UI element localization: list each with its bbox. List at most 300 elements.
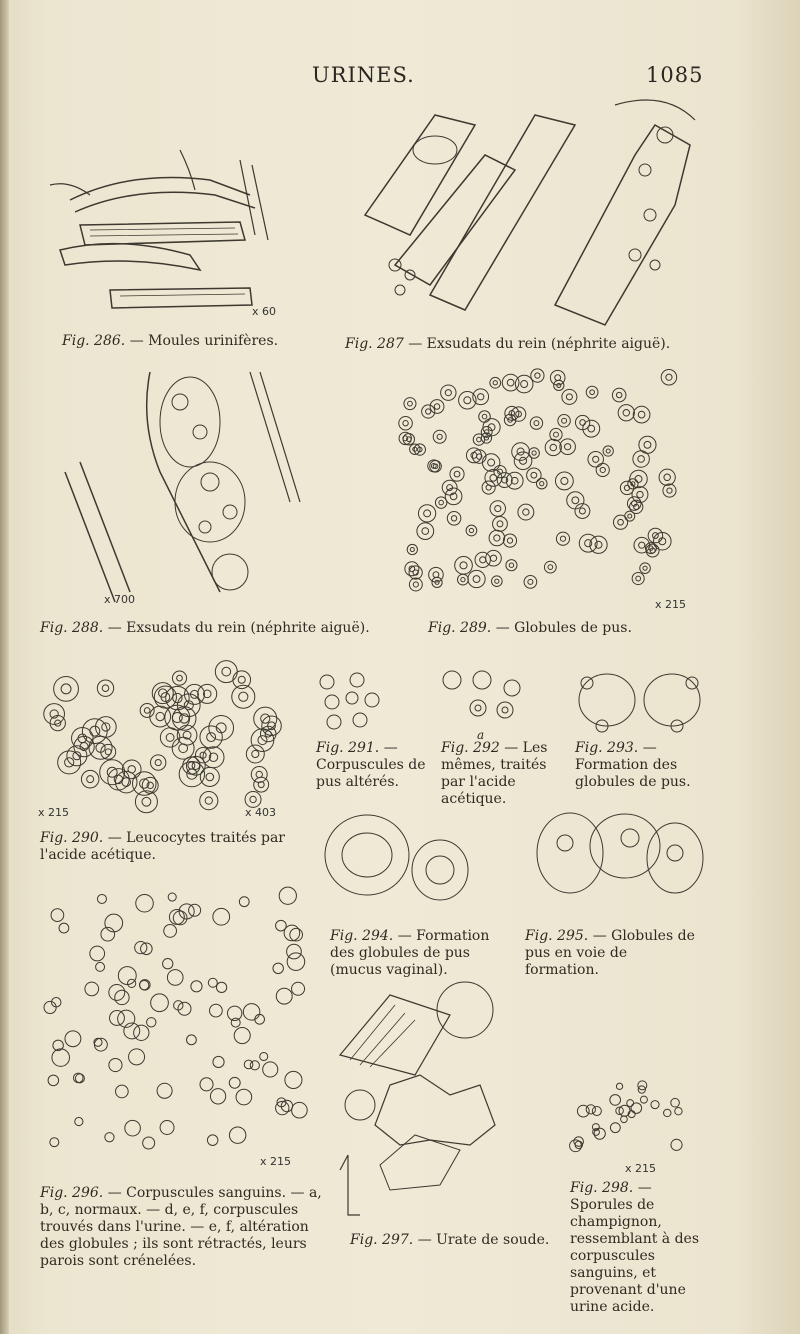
cell-shape xyxy=(215,661,237,683)
cell-nucleus xyxy=(497,521,503,527)
cell-shape xyxy=(172,707,196,731)
cell-nucleus xyxy=(635,475,642,482)
cell-nucleus xyxy=(205,797,212,804)
cell-shape xyxy=(531,369,544,382)
cell-shape xyxy=(506,560,517,571)
cell-shape xyxy=(490,377,501,388)
cell-nucleus xyxy=(565,444,571,450)
cell-shape xyxy=(651,1101,659,1109)
cell-shape xyxy=(625,511,635,521)
cell-shape xyxy=(489,530,505,546)
fig-297-text: — Urate de soude. xyxy=(417,1232,550,1248)
cell-shape xyxy=(189,904,201,916)
fig-296-magnification: x 215 xyxy=(260,1155,292,1168)
cell-shape xyxy=(603,446,613,456)
fig-293-illustration xyxy=(572,668,707,736)
fig-296-number: Fig. 296. xyxy=(40,1185,104,1201)
cell-nucleus xyxy=(638,411,645,418)
cell-shape xyxy=(208,978,217,987)
cell-shape xyxy=(592,1107,601,1116)
fig-287-caption xyxy=(345,336,715,353)
fig-295-illustration xyxy=(535,808,705,898)
fig-289-text: — Globules de pus. xyxy=(495,620,632,636)
cell-nucleus xyxy=(166,734,174,742)
cell-nucleus xyxy=(102,723,110,731)
fig-292-caption xyxy=(441,740,566,808)
cell-nucleus xyxy=(478,394,484,400)
cell-shape xyxy=(250,1061,259,1070)
cell-shape xyxy=(472,450,486,464)
fig-297-illustration xyxy=(330,975,510,1225)
cell-nucleus xyxy=(433,572,439,578)
cell-shape xyxy=(640,1096,647,1103)
cell-shape xyxy=(213,1056,224,1067)
fig-298-caption xyxy=(570,1180,715,1316)
fig-286-caption xyxy=(62,333,312,350)
fig-298-text: — Sporules de champignon, ressemblant à des corpuscules sanguins, et provenant d'une urine acide. xyxy=(570,1180,700,1315)
cell-shape xyxy=(506,472,523,489)
cell-shape xyxy=(151,994,169,1012)
cell-shape xyxy=(173,911,187,925)
cell-shape xyxy=(661,369,677,385)
cell-shape xyxy=(594,1128,605,1139)
cell-shape xyxy=(621,1116,628,1123)
cell-nucleus xyxy=(413,582,418,587)
cell-shape xyxy=(610,1123,620,1133)
cell-shape xyxy=(544,561,556,573)
cell-nucleus xyxy=(600,467,605,472)
fig-294-caption xyxy=(330,928,490,979)
cell-nucleus xyxy=(454,471,460,477)
cell-nucleus xyxy=(561,477,568,484)
cell-shape xyxy=(468,570,485,587)
cell-nucleus xyxy=(156,712,164,720)
cell-nucleus xyxy=(548,565,553,570)
fig-290-caption xyxy=(40,830,300,864)
cell-nucleus xyxy=(579,508,585,514)
cell-shape xyxy=(251,766,267,782)
cell-shape xyxy=(671,1098,680,1107)
cell-shape xyxy=(167,970,183,986)
cell-shape xyxy=(675,1107,682,1114)
running-head-title: URINES. xyxy=(312,63,415,87)
page-number: 1085 xyxy=(646,63,704,87)
cell-shape xyxy=(433,430,446,443)
cell-nucleus xyxy=(469,528,473,532)
cell-shape xyxy=(105,1133,114,1142)
cell-nucleus xyxy=(482,414,487,419)
fig-297-caption xyxy=(350,1232,550,1249)
cell-nucleus xyxy=(664,474,670,480)
cell-nucleus xyxy=(471,452,477,458)
cell-shape xyxy=(52,1049,70,1067)
fig-295-number: Fig. 295. xyxy=(525,928,589,944)
cell-shape xyxy=(263,1062,278,1077)
cell-nucleus xyxy=(560,536,565,541)
cell-nucleus xyxy=(644,441,651,448)
cell-shape xyxy=(620,481,633,494)
cell-shape xyxy=(399,416,413,430)
cell-shape xyxy=(550,428,562,440)
cell-shape xyxy=(140,980,149,989)
fig-293-number: Fig. 293. xyxy=(575,740,639,756)
cell-shape xyxy=(429,567,444,582)
cell-shape xyxy=(588,452,604,468)
cell-nucleus xyxy=(78,734,87,743)
cell-shape xyxy=(441,385,456,400)
cell-nucleus xyxy=(408,401,413,406)
cell-shape xyxy=(178,1002,191,1015)
cell-nucleus xyxy=(477,437,482,442)
cell-shape xyxy=(409,578,422,591)
cell-shape xyxy=(115,990,129,1004)
cell-shape xyxy=(479,411,491,423)
cell-shape xyxy=(81,770,99,788)
cell-nucleus xyxy=(643,566,647,570)
cell-shape xyxy=(243,1004,260,1021)
cell-shape xyxy=(567,492,584,509)
fig-289-illustration xyxy=(395,365,685,610)
cell-shape xyxy=(191,981,202,992)
fig-295-text: — Globules de pus en voie de formation. xyxy=(525,928,695,978)
cell-shape xyxy=(44,1001,56,1013)
cell-shape xyxy=(475,552,490,567)
cell-nucleus xyxy=(495,579,499,583)
cell-nucleus xyxy=(480,557,486,563)
cell-nucleus xyxy=(460,562,467,569)
cell-shape xyxy=(450,467,464,481)
cell-nucleus xyxy=(207,733,216,742)
cell-nucleus xyxy=(636,576,641,581)
page-spine-shadow xyxy=(0,0,9,1334)
cell-shape xyxy=(618,405,634,421)
cell-shape xyxy=(562,389,577,404)
cell-nucleus xyxy=(580,420,586,426)
cell-shape xyxy=(67,746,87,766)
cell-shape xyxy=(407,544,417,554)
cell-shape xyxy=(96,962,105,971)
cell-nucleus xyxy=(445,390,451,396)
cell-shape xyxy=(172,671,186,685)
fig-288-caption xyxy=(40,620,370,637)
cell-shape xyxy=(96,717,117,738)
cell-nucleus xyxy=(624,485,629,490)
cell-nucleus xyxy=(606,449,610,453)
cell-nucleus xyxy=(403,421,408,426)
fig-287-text: — Exsudats du rein (néphrite aiguë). xyxy=(408,336,671,352)
cell-shape xyxy=(109,1058,122,1071)
cell-nucleus xyxy=(531,472,537,478)
cell-shape xyxy=(44,704,65,725)
cell-shape xyxy=(409,566,422,579)
cell-nucleus xyxy=(562,418,567,423)
cell-shape xyxy=(143,1137,155,1149)
cell-nucleus xyxy=(572,497,579,504)
cell-shape xyxy=(200,792,218,810)
fig-290-magnification-left: x 215 xyxy=(38,806,70,819)
fig-293-caption xyxy=(575,740,725,791)
cell-shape xyxy=(493,516,508,531)
cell-nucleus xyxy=(177,675,183,681)
cell-shape xyxy=(632,573,644,585)
fig-289-number: Fig. 289. xyxy=(428,620,492,636)
cell-shape xyxy=(634,537,650,553)
fig-296-illustration xyxy=(40,885,310,1170)
cell-nucleus xyxy=(535,373,540,378)
cell-nucleus xyxy=(238,676,245,683)
fig-292-illustration xyxy=(440,668,530,728)
cell-shape xyxy=(89,736,112,759)
cell-shape xyxy=(455,557,473,575)
cell-shape xyxy=(596,463,609,476)
cell-shape xyxy=(116,1085,129,1098)
cell-nucleus xyxy=(447,485,453,491)
cell-shape xyxy=(209,715,234,740)
cell-shape xyxy=(147,1018,156,1027)
cell-nucleus xyxy=(451,516,456,521)
cell-shape xyxy=(466,525,477,536)
cell-shape xyxy=(210,1004,223,1017)
cell-shape xyxy=(50,1138,59,1147)
cell-shape xyxy=(160,728,179,747)
cell-shape xyxy=(234,1028,250,1044)
fig-288-text: — Exsudats du rein (néphrite aiguë). xyxy=(107,620,370,636)
cell-nucleus xyxy=(532,451,536,455)
cell-nucleus xyxy=(461,577,465,581)
cell-shape xyxy=(239,897,249,907)
fig-288-illustration xyxy=(60,362,320,612)
cell-shape xyxy=(172,737,194,759)
fig-286-number: Fig. 286. xyxy=(62,333,126,349)
cell-shape xyxy=(457,574,468,585)
cell-nucleus xyxy=(87,776,94,783)
cell-nucleus xyxy=(155,759,161,765)
cell-shape xyxy=(229,1077,240,1088)
cell-shape xyxy=(110,1011,125,1026)
cell-nucleus xyxy=(464,397,471,404)
cell-shape xyxy=(287,953,305,971)
cell-shape xyxy=(210,1089,225,1104)
cell-shape xyxy=(616,1083,622,1089)
cell-shape xyxy=(136,894,154,912)
cell-nucleus xyxy=(250,796,256,802)
cell-shape xyxy=(494,465,506,477)
fig-286-magnification: x 60 xyxy=(252,305,277,318)
cell-nucleus xyxy=(144,708,150,714)
cell-shape xyxy=(577,1105,589,1117)
fig-294-text: — Formation des globules de pus (mucus vaginal). xyxy=(330,928,490,978)
cell-shape xyxy=(550,370,565,385)
cell-shape xyxy=(418,505,435,522)
cell-shape xyxy=(97,894,106,903)
cell-shape xyxy=(417,523,434,540)
cell-shape xyxy=(75,1117,83,1125)
cell-shape xyxy=(490,501,505,516)
cell-shape xyxy=(560,439,576,455)
fig-290-illustration xyxy=(40,652,300,827)
cell-nucleus xyxy=(493,381,497,385)
fig-296-caption xyxy=(40,1185,325,1270)
cell-shape xyxy=(157,1083,172,1098)
cell-shape xyxy=(404,398,416,410)
cell-nucleus xyxy=(61,684,71,694)
cell-shape xyxy=(187,1035,197,1045)
cell-shape xyxy=(524,576,537,589)
fig-292-number: Fig. 292 xyxy=(441,740,500,756)
cell-shape xyxy=(164,925,177,938)
fig-288-magnification: x 700 xyxy=(104,593,136,606)
cell-nucleus xyxy=(434,404,440,410)
fig-291-caption xyxy=(316,740,436,791)
cell-shape xyxy=(482,454,500,472)
cell-nucleus xyxy=(252,750,259,757)
cell-shape xyxy=(536,478,547,489)
fig-291-illustration xyxy=(312,670,402,730)
cell-shape xyxy=(284,925,300,941)
cell-nucleus xyxy=(437,434,442,439)
cell-shape xyxy=(586,1105,595,1114)
cell-nucleus xyxy=(550,444,556,450)
cell-nucleus xyxy=(494,535,500,541)
cell-shape xyxy=(97,680,113,696)
cell-nucleus xyxy=(258,736,267,745)
cell-shape xyxy=(527,468,541,482)
cell-shape xyxy=(54,676,79,701)
cell-shape xyxy=(51,909,64,922)
cell-nucleus xyxy=(439,500,444,505)
cell-nucleus xyxy=(667,488,672,493)
cell-shape xyxy=(292,1102,308,1118)
fig-287-number: Fig. 287 xyxy=(345,336,404,352)
cell-nucleus xyxy=(618,519,624,525)
fig-286-text: — Moules urinifères. xyxy=(129,333,279,349)
fig-298-number: Fig. 298. xyxy=(570,1180,634,1196)
cell-shape xyxy=(236,1089,252,1105)
cell-nucleus xyxy=(521,381,528,388)
cell-nucleus xyxy=(554,432,559,437)
cell-shape xyxy=(503,534,516,547)
cell-nucleus xyxy=(566,394,572,400)
cell-shape xyxy=(627,1100,634,1107)
fig-298-illustration xyxy=(560,1070,690,1165)
cell-shape xyxy=(663,484,676,497)
cell-nucleus xyxy=(490,555,496,561)
cell-shape xyxy=(640,563,651,574)
cell-shape xyxy=(90,946,105,961)
cell-shape xyxy=(279,887,296,904)
cell-nucleus xyxy=(623,410,629,416)
cell-shape xyxy=(207,1135,218,1146)
cell-nucleus xyxy=(616,392,621,397)
fig-286-illustration xyxy=(40,140,300,325)
fig-298-magnification: x 215 xyxy=(625,1162,657,1175)
cell-shape xyxy=(610,1095,621,1106)
fig-288-number: Fig. 288. xyxy=(40,620,104,636)
cell-shape xyxy=(586,386,598,398)
fig-295-caption xyxy=(525,928,695,979)
cell-shape xyxy=(285,1071,302,1088)
cell-shape xyxy=(105,914,123,932)
cell-shape xyxy=(125,1120,141,1136)
cell-shape xyxy=(492,576,503,587)
cell-nucleus xyxy=(206,773,214,781)
cell-shape xyxy=(558,415,570,427)
cell-shape xyxy=(518,504,534,520)
cell-shape xyxy=(281,1100,292,1111)
fig-292-text: — Les mêmes, traités par l'acide acétique. xyxy=(441,740,548,807)
cell-nucleus xyxy=(509,563,513,567)
cell-shape xyxy=(579,534,597,552)
cell-shape xyxy=(273,963,283,973)
cell-nucleus xyxy=(666,374,672,380)
cell-shape xyxy=(48,1075,59,1086)
cell-shape xyxy=(671,1139,682,1150)
cell-shape xyxy=(292,982,305,995)
cell-shape xyxy=(246,745,264,763)
cell-shape xyxy=(613,515,627,529)
cell-shape xyxy=(118,967,136,985)
fig-293-text: — Formation des globules de pus. xyxy=(575,740,691,790)
cell-shape xyxy=(216,982,226,992)
cell-shape xyxy=(229,1127,245,1143)
cell-shape xyxy=(664,1109,671,1116)
cell-shape xyxy=(122,760,141,779)
cell-shape xyxy=(530,417,542,429)
cell-shape xyxy=(633,451,650,468)
cell-shape xyxy=(515,375,533,393)
cell-shape xyxy=(203,747,224,768)
cell-shape xyxy=(150,755,165,770)
cell-shape xyxy=(260,1052,268,1060)
cell-nucleus xyxy=(239,692,248,701)
cell-nucleus xyxy=(102,685,109,692)
cell-nucleus xyxy=(495,505,501,511)
cell-nucleus xyxy=(426,409,431,414)
cell-shape xyxy=(129,1049,145,1065)
cell-nucleus xyxy=(590,390,595,395)
cell-nucleus xyxy=(473,576,480,583)
cell-shape xyxy=(150,706,171,727)
cell-nucleus xyxy=(523,509,529,515)
cell-nucleus xyxy=(422,528,429,535)
cell-shape xyxy=(633,406,650,423)
cell-shape xyxy=(399,432,411,444)
cell-shape xyxy=(65,1031,81,1047)
fig-292-label-a: a xyxy=(477,728,485,742)
cell-nucleus xyxy=(142,797,151,806)
cell-shape xyxy=(405,562,419,576)
cell-shape xyxy=(183,757,200,774)
cell-shape xyxy=(200,767,219,786)
cell-nucleus xyxy=(507,538,512,543)
cell-shape xyxy=(556,532,569,545)
cell-nucleus xyxy=(593,456,599,462)
cell-shape xyxy=(482,481,495,494)
cell-nucleus xyxy=(528,579,533,584)
fig-297-number: Fig. 297. xyxy=(350,1232,414,1248)
cell-shape xyxy=(200,1078,213,1091)
cell-shape xyxy=(59,923,69,933)
cell-shape xyxy=(186,756,205,775)
fig-291-text: — Corpuscules de pus altérés. xyxy=(316,740,426,790)
cell-shape xyxy=(631,1103,642,1114)
cell-shape xyxy=(213,908,230,925)
cell-nucleus xyxy=(638,456,645,463)
cell-nucleus xyxy=(628,514,632,518)
cell-shape xyxy=(160,1121,174,1135)
cell-shape xyxy=(545,439,561,455)
cell-shape xyxy=(555,472,573,490)
